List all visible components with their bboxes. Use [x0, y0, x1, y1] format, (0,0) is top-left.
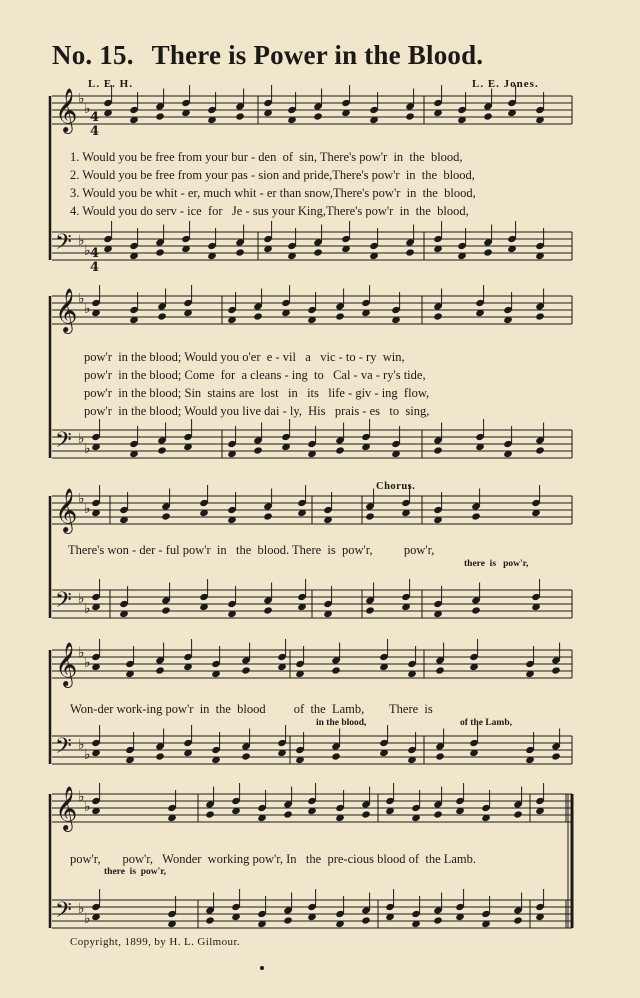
music-credit: L. E. Jones.	[472, 78, 539, 90]
bass-clef-icon: 𝄢	[55, 734, 72, 764]
flat-icon: ♭	[78, 431, 85, 447]
note-head	[253, 446, 263, 454]
note-head	[283, 916, 293, 924]
copyright-notice: Copyright, 1899, by H. L. Gilmour.	[70, 936, 241, 948]
treble-clef-icon: 𝄞	[55, 288, 78, 332]
note-head	[313, 248, 323, 256]
verse-1-line-2: pow'r in the blood; Would you o'er e - vil a vic - to - ry win,	[84, 350, 405, 364]
note-head	[471, 512, 481, 520]
note-head	[235, 112, 245, 120]
treble-clef-icon: 𝄞	[55, 88, 78, 132]
note-head	[235, 248, 245, 256]
treble-clef-icon: 𝄞	[55, 786, 78, 830]
note-head	[157, 446, 167, 454]
verse-1-line-1: 1. Would you be free from your bur - den of sin, There's pow'r in the blood,	[70, 150, 463, 164]
note-head	[471, 606, 481, 614]
flat-icon: ♭	[78, 901, 85, 917]
flat-icon: ♭	[78, 737, 85, 753]
verse-4-line-1: 4. Would you do serv - ice for Je - sus your King,There's pow'r in the blood,	[70, 204, 469, 218]
flat-icon: ♭	[84, 243, 91, 259]
flat-icon: ♭	[84, 601, 91, 617]
treble-clef-icon: 𝄞	[55, 488, 78, 532]
flat-icon: ♭	[84, 747, 91, 763]
note-head	[513, 916, 523, 924]
note-head	[405, 112, 415, 120]
bass-clef-icon: 𝄢	[55, 230, 72, 260]
flat-icon: ♭	[84, 101, 91, 117]
note-head	[435, 666, 445, 674]
note-head	[361, 916, 371, 924]
note-head	[241, 752, 251, 760]
note-head	[535, 446, 545, 454]
verse-3-line-1: 3. Would you be whit - er, much whit - er than snow,There's pow'r in the blood,	[70, 186, 476, 200]
note-head	[331, 752, 341, 760]
note-head	[155, 112, 165, 120]
flat-icon: ♭	[78, 291, 85, 307]
note-head	[433, 446, 443, 454]
verse-2-line-1: 2. Would you be free from your pas - sion and pride,There's pow'r in the blood,	[70, 168, 475, 182]
time-signature: 4	[90, 124, 100, 139]
bass-clef-icon: 𝄢	[55, 428, 72, 458]
flat-icon: ♭	[84, 301, 91, 317]
bass-clef-icon: 𝄢	[55, 898, 72, 928]
flat-icon: ♭	[78, 91, 85, 107]
flat-icon: ♭	[84, 799, 91, 815]
verse-2-line-2: pow'r in the blood; Come for a cleans - ing to Cal - va - ry's tide,	[84, 368, 426, 382]
note-head	[263, 606, 273, 614]
note-head	[433, 916, 443, 924]
note-head	[331, 666, 341, 674]
verse-4-line-2: pow'r in the blood; Would you live dai - ly, His prais - es to sing,	[84, 404, 430, 418]
note-head	[433, 810, 443, 818]
chorus-line-1-alto: there is pow'r,	[464, 559, 529, 569]
time-signature: 4	[90, 260, 100, 275]
treble-clef-icon: 𝄞	[55, 642, 78, 686]
note-head	[253, 312, 263, 320]
note-head	[435, 752, 445, 760]
flat-icon: ♭	[78, 789, 85, 805]
chorus-line-2: Won-der work-ing pow'r in the blood of the Lamb, There is	[70, 702, 433, 716]
verse-3-line-2: pow'r in the blood; Sin stains are lost in its life - giv - ing flow,	[84, 386, 430, 400]
flat-icon: ♭	[84, 655, 91, 671]
note-head	[551, 752, 561, 760]
note-head	[335, 446, 345, 454]
flat-icon: ♭	[84, 911, 91, 927]
note-head	[335, 312, 345, 320]
note-head	[205, 810, 215, 818]
flat-icon: ♭	[84, 501, 91, 517]
note-head	[365, 512, 375, 520]
time-signature: 4	[90, 110, 100, 125]
note-head	[513, 810, 523, 818]
flat-icon: ♭	[78, 491, 85, 507]
note-head	[161, 512, 171, 520]
chorus-line-3: pow'r, pow'r, Wonder working pow'r, In the pre-cious blood of the Lamb.	[70, 852, 477, 866]
note-head	[535, 312, 545, 320]
chorus-line-2-alto-2: of the Lamb,	[460, 718, 512, 728]
hymn-number: No. 15.	[52, 40, 134, 70]
note-head	[483, 112, 493, 120]
note-head	[283, 810, 293, 818]
words-credit: L. E. H.	[88, 78, 133, 90]
time-signature: 4	[90, 246, 100, 261]
note-head	[313, 112, 323, 120]
flat-icon: ♭	[78, 233, 85, 249]
flat-icon: ♭	[78, 645, 85, 661]
chorus-line-1: There's won - der - ful pow'r in the blood. There is pow'r, pow'r,	[68, 543, 435, 557]
chorus-line-3-alto: there is pow'r,	[104, 867, 167, 877]
note-head	[157, 312, 167, 320]
chorus-line-2-alto-1: in the blood,	[316, 718, 367, 728]
note-head	[551, 666, 561, 674]
note-head	[483, 248, 493, 256]
note-head	[155, 752, 165, 760]
note-head	[405, 248, 415, 256]
flat-icon: ♭	[84, 441, 91, 457]
ornament-dot	[260, 966, 264, 970]
note-head	[433, 312, 443, 320]
note-head	[155, 248, 165, 256]
note-head	[241, 666, 251, 674]
note-head	[205, 916, 215, 924]
note-head	[161, 606, 171, 614]
chorus-label: Chorus.	[376, 481, 416, 492]
note-head	[155, 666, 165, 674]
note-head	[263, 512, 273, 520]
hymn-title: There is Power in the Blood.	[151, 40, 484, 70]
note-head	[361, 810, 371, 818]
flat-icon: ♭	[78, 591, 85, 607]
note-head	[365, 606, 375, 614]
bass-clef-icon: 𝄢	[55, 588, 72, 618]
